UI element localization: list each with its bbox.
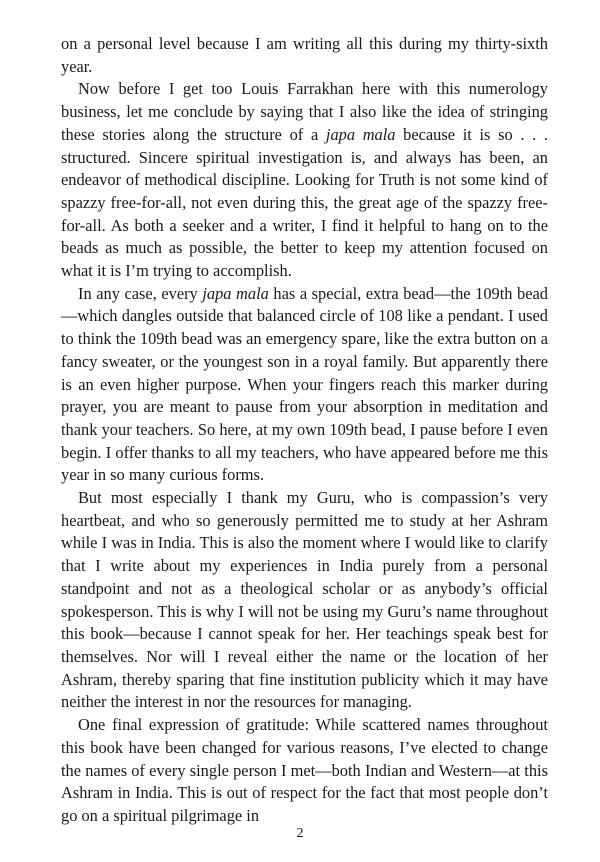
- paragraph-gratitude: One final expression of gratitude: While scattered names throughout this book have been changed for various reasons, I’ve elected to change the names of every single person I met—both Indian and Western—at this Ashram in India. This is out of respect for the fact that most people don’t go on a spiritual pilgrimage in: [61, 715, 548, 825]
- page-body: [61, 33, 548, 828]
- paragraph-continuation: on a personal level because I am writing all this during my thirty-sixth year.: [61, 34, 548, 76]
- page-number: 2: [296, 826, 304, 841]
- paragraph-109th-bead: [61, 283, 548, 487]
- paragraph-numerology: [61, 78, 548, 282]
- paragraph-text: because it is so . . . structured. Sincere spiritual investigation is, and always has been, an endeavor of methodical discipline. Looking for Truth is not some kind of spazzy free-for-all, not even during this, the great age of the spazzy free-for-all. As both a seeker and a writer, I find it helpful to hang on to the beads as much as possible, the better to keep my attention focused on what it is I’m trying to accomplish.: [61, 124, 548, 281]
- paragraph-text: has a special, extra bead—the 109th bead—which dangles outside that balanced circle of 108 like a pendant. I used to think the 109th bead was an emergency spare, like the extra button on a fancy sweater, or the youngest son in a royal family. But apparently there is an even higher purpose. When your fingers reach this marker during prayer, you are meant to pause from your absorption in meditation and thank your teachers. So here, at my own 109th bead, I pause before I even begin. I offer thanks to all my teachers, who have appeared before me this year in so many curious forms.: [61, 283, 548, 485]
- paragraph-text: In any case, every: [78, 283, 203, 303]
- italic-term: japa mala: [202, 283, 269, 303]
- paragraph-text: Now before I get too Louis Farrakhan here with this numerology business, let me conclude by saying that I also like the idea of stringing these stories along the structure of a: [61, 79, 548, 144]
- italic-term: japa mala: [325, 124, 396, 144]
- paragraph-guru: But most especially I thank my Guru, who is compassion’s very heartbeat, and who so generously permitted me to study at her Ashram while I was in India. This is also the moment where I would like to clarify that I write about my experiences in India purely from a personal standpoint and not as a theological scholar or as anybody’s official spokesperson. This is why I will not be using my Guru’s name throughout this book—because I cannot speak for her. Her teachings speak best for themselves. Nor will I reveal either the name or the location of her Ashram, thereby sparing that fine institution publicity which it may have neither the interest in nor the resources for managing.: [61, 488, 548, 712]
